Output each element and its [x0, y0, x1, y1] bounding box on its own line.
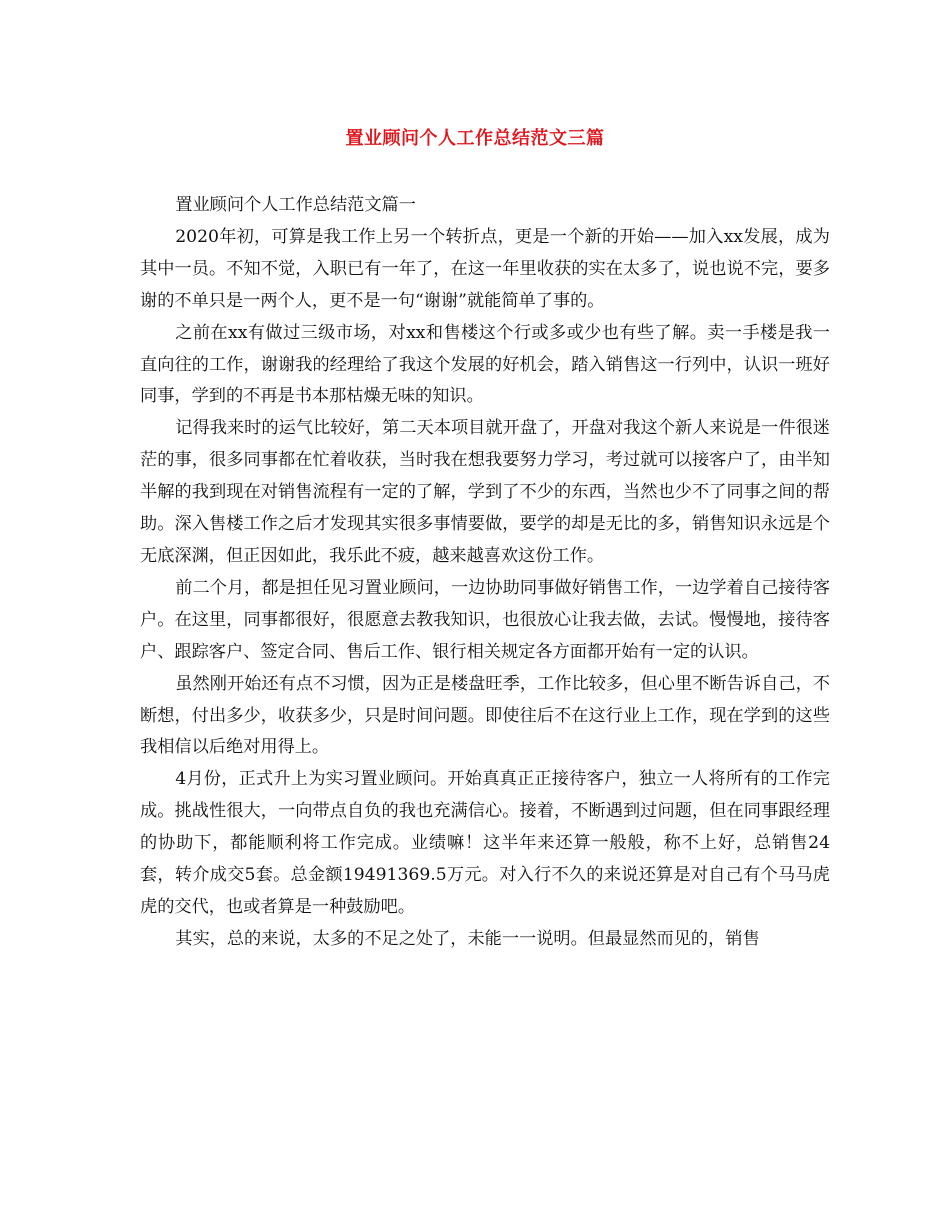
section-heading: 置业顾问个人工作总结范文篇一 — [175, 195, 416, 215]
paragraph: 其实，总的来说，太多的不足之处了，未能一一说明。但最显然而见的，销售 — [175, 928, 760, 949]
paragraph: 4月份，正式升上为实习置业顾问。开始真真正正接待客户，独立一人将所有的工作完成。挑战性很大，一向带点自负的我也充满信心。接着，不断遇到过问题，但在同事跟经理的协助下，都能顺利将工作完成。业绩嘛！这半年来还算一般般，称不上好，总销售24套，转介成交5套。总金额19491369.5万元。对入行不久的来说还算是对自己有个马马虎虎的交代，也或者算是一种鼓励吧。 — [140, 769, 830, 917]
paragraph: 记得我来时的运气比较好，第二天本项目就开盘了，开盘对我这个新人来说是一件很迷茫的事，很多同事都在忙着收获，当时我在想我要努力学习，考过就可以接客户了，由半知半解的我到现在对销售流程有一定的了解，学到了不少的东西，当然也少不了同事之间的帮助。深入售楼工作之后才发现其实很多事情要做，要学的却是无比的多，销售知识永远是个无底深渊，但正因如此，我乐此不疲，越来越喜欢这份工作。 — [140, 418, 830, 566]
paragraph: 虽然刚开始还有点不习惯，因为正是楼盘旺季，工作比较多，但心里不断告诉自己，不断想，付出多少，收获多少，只是时间问题。即使往后不在这行业上工作，现在学到的这些我相信以后绝对用得上。 — [140, 673, 830, 758]
paragraph: 2020年初，可算是我工作上另一个转折点，更是一个新的开始——加入xx发展，成为其中一员。不知不觉，入职已有一年了，在这一年里收获的实在太多了，说也说不完，要多谢的不单只是一两个人，更不是一句“谢谢”就能简单了事的。 — [140, 226, 830, 311]
document-title: 置业顾问个人工作总结范文三篇 — [345, 128, 605, 149]
document-body — [140, 190, 830, 956]
paragraph: 之前在xx有做过三级市场，对xx和售楼这个行或多或少也有些了解。卖一手楼是我一直向往的工作，谢谢我的经理给了我这个发展的好机会，踏入销售这一行列中，认识一班好同事，学到的不再是书本那枯燥无味的知识。 — [140, 322, 830, 407]
paragraph: 前二个月，都是担任见习置业顾问，一边协助同事做好销售工作，一边学着自己接待客户。在这里，同事都很好，很愿意去教我知识，也很放心让我去做，去试。慢慢地，接待客户、跟踪客户、签定合同、售后工作、银行相关规定各方面都开始有一定的认识。 — [140, 577, 830, 662]
